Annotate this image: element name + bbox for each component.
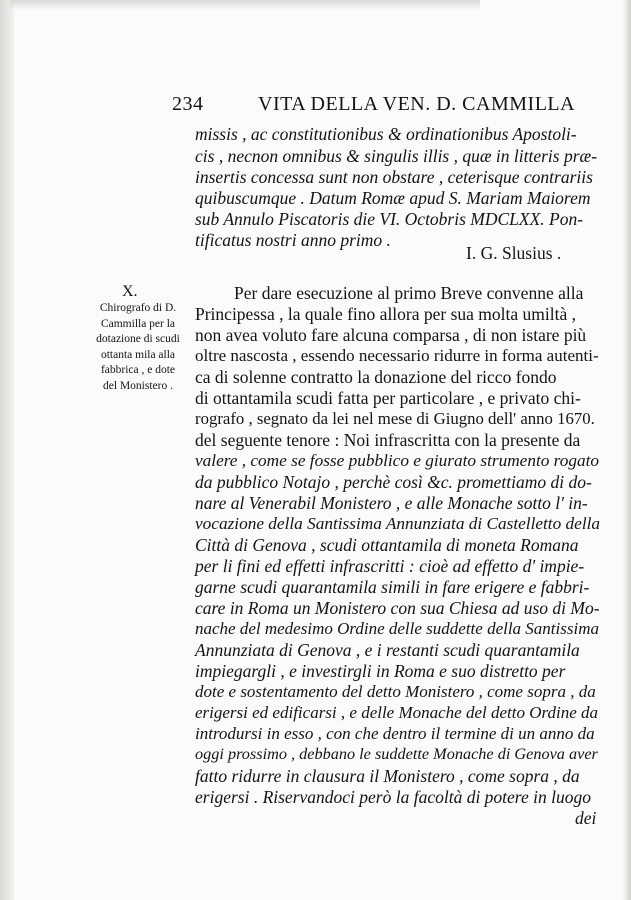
latin-line: insertis concessa sunt non obstare , ceterisque contrariis xyxy=(195,167,593,187)
catchword: dei xyxy=(575,808,597,828)
latin-line: quibuscumque . Datum Romæ apud S. Mariam Maiorem xyxy=(195,188,591,208)
marginal-note-line: dotazione di scudi xyxy=(96,333,180,345)
body-line: erigersi . Riservandoci però la facoltà di potere in luogo xyxy=(195,787,591,807)
body-line: non avea voluto fare alcuna comparsa , di non istare più xyxy=(195,325,587,345)
latin-line: missis , ac constitutionibus & ordinationibus Apostoli- xyxy=(195,124,577,144)
latin-line: cis , necnon omnibus & singulis illis , quæ in litteris præ- xyxy=(195,146,598,166)
marginal-note-line: ottanta mila alla xyxy=(100,348,176,361)
running-header xyxy=(172,93,602,123)
body-line: Annunziata di Genova , e i restanti scudi quarantamila xyxy=(195,640,580,660)
top-stain xyxy=(10,0,480,10)
body-line: oggi prossimo , debbano le suddette Monache di Genova aver xyxy=(195,745,598,763)
body-line: Città di Genova , scudi ottantamila di moneta Romana xyxy=(195,535,579,555)
body-line: nache del medesimo Ordine delle suddette della Santissima xyxy=(195,619,599,638)
marginal-note-line: Cammilla per la xyxy=(100,317,176,330)
body-line: oltre nascosta , essendo necessario ridurre in forma autenti- xyxy=(195,346,599,365)
body-line: di ottantamila scudi fatta per particolare , e privato chi- xyxy=(195,388,581,408)
body-line: da pubblico Notajo , perchè così &c. promettiamo di do- xyxy=(195,472,592,492)
body-line: rografo , segnato da lei nel mese di Giugno dell' anno 1670. xyxy=(195,409,595,428)
marginal-note-line: fabbrica , e dote xyxy=(100,364,176,376)
section-number: X. xyxy=(122,283,138,300)
body-line: dote e sostentamento del detto Monistero , come sopra , da xyxy=(195,682,596,701)
marginal-note-line: Chirografo di D. xyxy=(99,302,177,314)
body-line: Principessa , la quale fino allora per sua molta umiltà , xyxy=(195,304,577,324)
body-line: introdursi in esso , con che dentro il termine di un anno da xyxy=(195,724,595,743)
latin-line: sub Annulo Piscatoris die VI. Octobris MDCLXX. Pon- xyxy=(195,209,584,229)
marginal-note-line: del Monistero . xyxy=(103,379,173,392)
signature: I. G. Slusius . xyxy=(466,243,562,263)
body-line: Per dare esecuzione al primo Breve convenne alla xyxy=(234,283,584,303)
body-line: garne scudi quarantamila simili in fare erigere e fabbri- xyxy=(195,577,590,597)
body-line: erigersi ed edificarsi , e delle Monache del detto Ordine da xyxy=(195,703,599,722)
latin-line: tificatus nostri anno primo . xyxy=(195,230,391,250)
body-line: fatto ridurre in clausura il Monistero , come sopra , da xyxy=(195,766,580,786)
body-line: nare al Venerabil Monistero , e alle Monache sotto l' in- xyxy=(195,493,588,513)
running-title: VITA DELLA VEN. D. CAMMILLA xyxy=(258,93,576,115)
body-line: impiegargli , e investirgli in Roma e suo distretto per xyxy=(195,661,566,681)
page-edge-right xyxy=(623,0,631,900)
body-line: valere , come se fosse pubblico e giurato strumento rogato xyxy=(195,451,600,470)
body-line: del seguente tenore : Noi infrascritta con la presente da xyxy=(195,430,581,450)
body-line: per li fini ed effetti infrascritti : cioè ad effetto d' impie- xyxy=(195,556,585,576)
page-edge-left xyxy=(0,0,14,900)
page-number: 234 xyxy=(172,93,204,115)
body-line: care in Roma un Monistero con sua Chiesa ad uso di Mo- xyxy=(195,598,600,618)
marginal-note xyxy=(84,301,192,394)
body-line: vocazione della Santissima Annunziata di Castelletto della xyxy=(195,514,601,533)
body-line: ca di solenne contratto la donazione del ricco fondo xyxy=(195,367,557,387)
